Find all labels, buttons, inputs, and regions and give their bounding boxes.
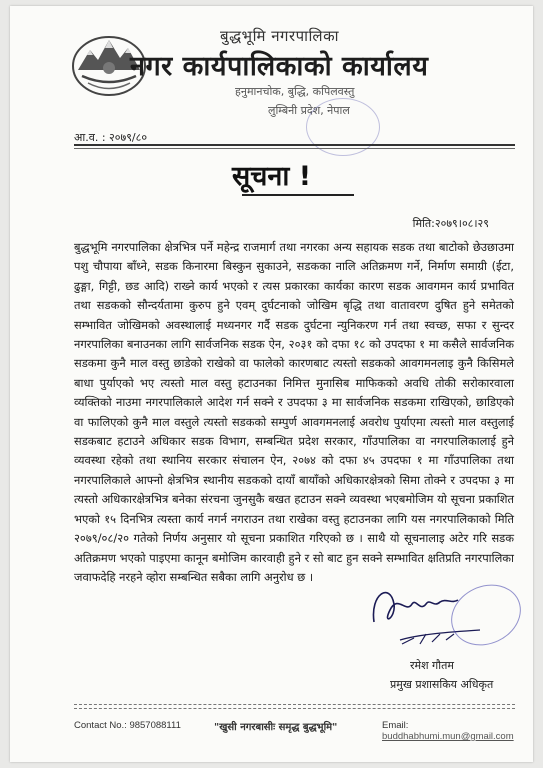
notice-sheet [10, 6, 533, 762]
footer-divider [74, 704, 515, 705]
notice-title-underline [242, 194, 354, 196]
email-link[interactable]: buddhabhumi.mun@gmail.com [382, 731, 514, 742]
email-label: Email: [382, 720, 409, 731]
fiscal-year-reference: आ.व. : २०७९/८० [74, 131, 148, 144]
signer-name: रमेश गौतम [410, 659, 454, 672]
office-address-line1: हनुमानचोक, बुद्धि, कपिलवस्तु [235, 85, 355, 98]
header-divider-thin [74, 148, 515, 149]
office-address-line2: लुम्बिनी प्रदेश, नेपाल [268, 104, 350, 117]
email-block [382, 720, 533, 742]
footer-divider-second [74, 708, 515, 709]
notice-body: बुद्धभूमि नगरपालिका क्षेत्रभित्र पर्ने महेन्द्र राजमार्ग तथा नगरका अन्य सहायक सडक तथा बाटोको छेउछाउमा पशु चौपाया बाँध्ने, सडक किनारमा बिस्कुन सुकाउने, सडकका नालि अतिक्रमण गर्ने, निर्माण समाग्री (ईटा, ढुङ्गा, गिट्टी, छड आदि) राख्ने कार्य भएको र त्यस प्रकारका कार्यका कारण सडक आवगमन कार्य प्रभावित तथा सडकको सौन्दर्यतामा कुरुप हुने एवम् दुर्घटनाको जोखिम बृद्धि तथा वातावरण दुषित हुने समेतको सम्भावित जोखिमको अवस्थालाई मध्यनगर गर्दै सडक दुर्घटना न्युनिकरण गर्न तथा स्वच्छ, सफा र सुन्दर नगरपालिका बनाउनका लागि सार्वजनिक सडक ऐन, २०३१ को दफा १८ को उपदफा १ मा कसैले सार्वजनिक सडकमा कुनै माल वस्तु छाडेको राखेको वा फालेको कारणबाट त्यस्तो सडकको आवगमनलाइ कुनै किसिमले बाधा पुर्याएको भए त्यस्तो माल वस्तु हटाउनका निमित्त मुनासिब माफिकको अवधि तोकी सरोकारवाला व्यक्तिको नाउमा नगरपालिकाले आदेश गर्न सक्ने र उपदफा ३ मा सार्वजनिक सडकमा राखिएको, छाडिएको वा फालिएको कुनै माल वस्तुले त्यस्तो सडकको सम्पुर्ण आवगमनलाई अवरोध पुर्याएमा त्यस्तो माल वस्तुलाई सडकबाट हटाउने अधिकार सडक विभाग, सम्बन्धित प्रदेश सरकार, गाँउपालिका वा नगरपालिकालाई हुने व्यवस्था रहेको तथा स्थानिय सरकार संचालन ऐन, २०७४ को दफा ४५ उपदफा १ मा गाँउपालिका तथा नगरपालिकाले आफ्नो क्षेत्रभित्र स्थानीय सडकको दायाँ बायाँको अधिकारक्षेत्रको सिमा तोक्ने र उपदफा ३ मा त्यस्तो अधिकारक्षेत्रभित्र बनेका संरचना जुनसुकै बखत हटाउन सक्ने व्यवस्था भएबमोजिम यो सूचना प्रकाशित भएको १५ दिनभित्र त्यस्ता कार्य नगर्न नगराउन तथा राखेका वस्तु हटाउनका लागि यस नगरपालिकाको मिति २०७९/०८/२० गतेको निर्णय अनुसार यो सूचना प्रकाशित गरिएको छ । साथै यो सूचनालाइ अटेर गरि सडक अतिक्रमण भएको पाइएमा कानून बमोजिम कारवाही हुने र सो बाट हुन सक्ने सम्भावित क्षतिप्रति नगरपालिका जवाफदेहि नरहने व्होरा सम्बन्धित सबैका लागि अनुरोध छ । [74, 240, 514, 584]
contact-number: Contact No.: 9857088111 [74, 720, 181, 731]
municipality-motto: "खुसी नगरबासीः समृद्ध बुद्धभूमि" [214, 722, 338, 733]
municipality-name: बुद्धभूमि नगरपालिका [220, 27, 339, 45]
signer-designation: प्रमुख प्रशासकिय अधिकृत [390, 678, 494, 691]
notice-date: मिति:२०७९।०८।२९ [412, 217, 489, 230]
notice-title: सूचना ! [231, 161, 312, 192]
header-divider [74, 144, 515, 146]
office-name: नगर कार्यपालिकाको कार्यालय [130, 51, 429, 82]
